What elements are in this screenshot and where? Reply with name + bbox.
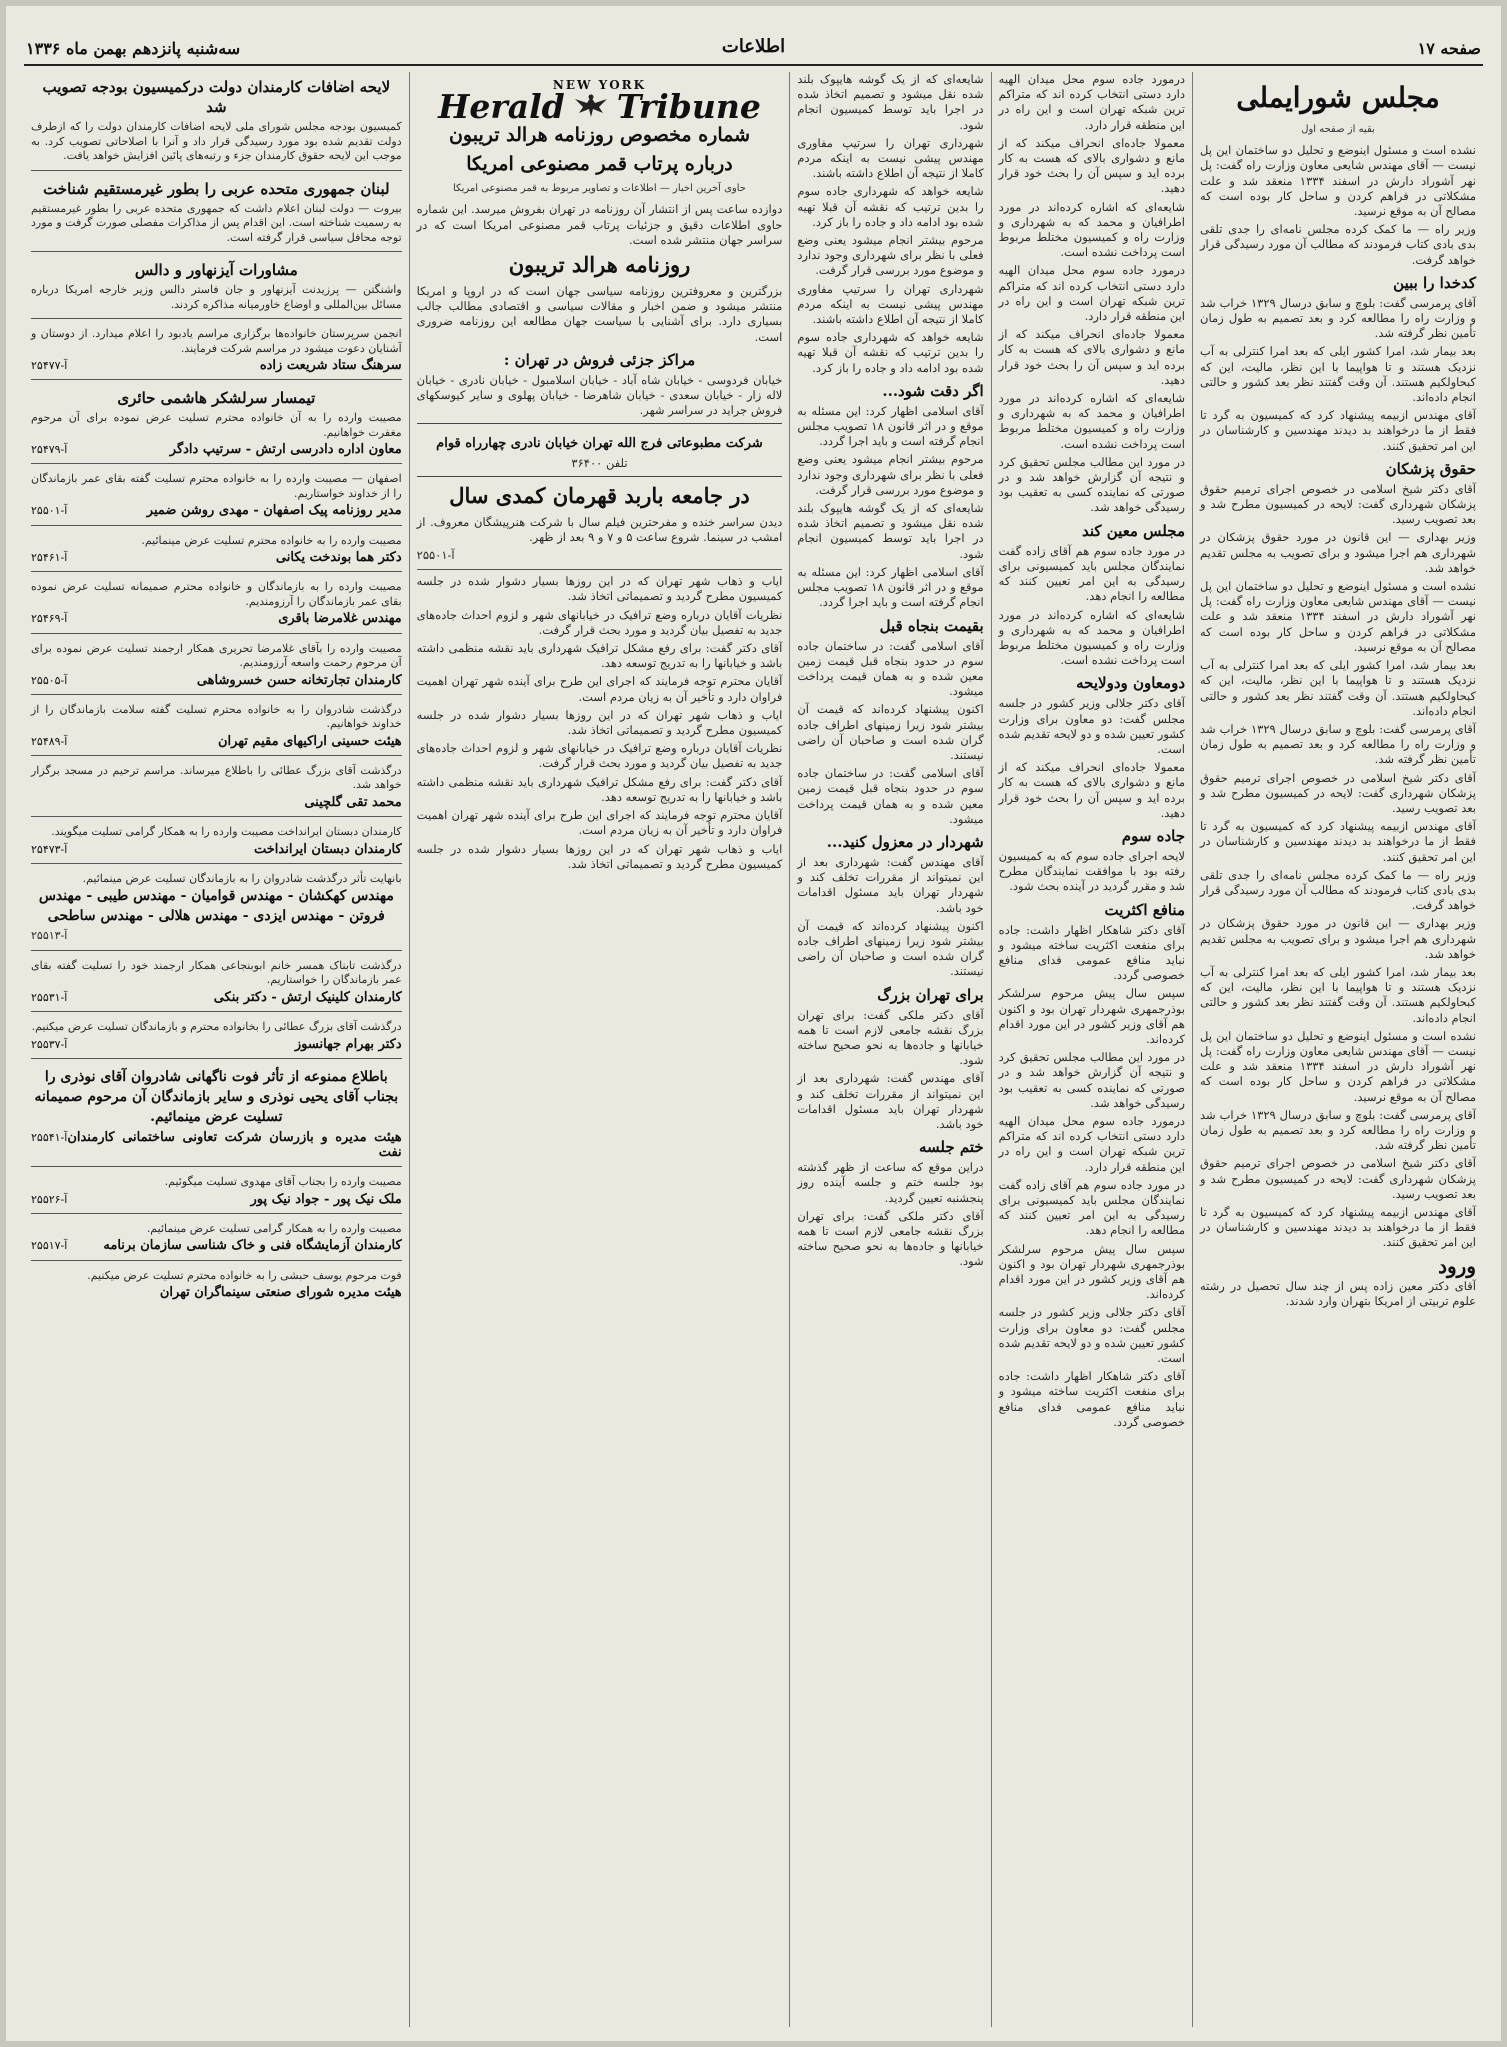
notice-title: تیمسار سرلشکر هاشمی حائری: [117, 389, 316, 408]
notice-title: لبنان جمهوری متحده عربی را بطور غیرمستقیم شناخت: [43, 179, 390, 198]
logo-wordmark: [417, 86, 783, 126]
paragraph: وزیر راه — ما کمک کرده مجلس نامه‌ای را جدی تلقی بدی بادی کتاب فرمودند که مطالب آن مورد رسیدگی قرار خواهد گرفت.: [1200, 867, 1476, 913]
notice-item: [31, 383, 402, 464]
section-heading: جاده سوم: [1121, 826, 1185, 845]
notice-item: [31, 759, 402, 817]
notice-item: [31, 322, 402, 380]
paragraph: آقای دکتر معین زاده پس از چند سال تحصیل در رشته علوم تربیتی از امریکا بتهران وارد شدند.: [1200, 1278, 1476, 1308]
traffic-report: [417, 569, 783, 872]
notice-signature: کارمندان تجارتخانه حسن خسروشاهی: [196, 672, 402, 688]
paragraph: آقای دکتر شیخ اسلامی در خصوص اجرای ترمیم حقوق پزشکان شهرداری گفت: لایحه در کمیسیون مطرح شد و بعد تصویب رسید.: [1200, 1156, 1476, 1201]
logo-tribune: Tribune: [616, 86, 761, 126]
paragraph: آقای اسلامی گفت: در ساختمان جاده سوم در حدود بنجاه قبل قیمت زمین معین شده و به همان قیمت پرداخت میشود.: [797, 638, 984, 699]
section-heading: دومعاون ودولایحه: [1076, 674, 1185, 693]
notice-signature: ملک نیک پور - جواد نیک پور: [250, 1191, 402, 1207]
notice-signature: کارمندان آزمایشگاه فنی و خاک شناسی سازمان برنامه: [103, 1238, 402, 1254]
majlis-title: مجلس شورایملی: [1236, 81, 1440, 114]
publisher-phone: تلفن ۳۶۴۰۰: [571, 456, 628, 471]
notice-code: آ-۲۵۴۶۱: [31, 551, 68, 565]
paragraph: وزیر بهداری — این قانون در مورد حقوق پزشکان در شهرداری هم اجرا میشود و برای تصویب به مجلس تقدیم خواهد شد.: [1200, 530, 1476, 575]
notice-item: [31, 954, 402, 1012]
notice-signature: هیئت مدیره و بازرسان شرکت تعاونی ساختمانی کارمندان نفت: [67, 1129, 402, 1160]
notice-body: مصیبت وارده را به همکار گرامی تسلیت عرض مینمائیم.: [146, 1221, 402, 1235]
section-heading: شهردار در معزول کنید...: [826, 832, 984, 851]
ad-title-herald: روزنامه هرالد تریبون: [508, 252, 691, 278]
paragraph: آقای دکتر شیخ اسلامی در خصوص اجرای ترمیم حقوق پزشکان شهرداری گفت: لایحه در کمیسیون مطرح شد و بعد تصویب رسید.: [1200, 481, 1476, 527]
masthead: [26, 36, 1481, 60]
notice-body: مصیبت وارده را به بازماندگان و خانواده محترم صمیمانه تسلیت عرض نموده بقای عمر بازماندگان را آرزومندیم.: [31, 580, 402, 608]
notice-item: [31, 467, 402, 525]
paragraph: آقای دکتر ملکی گفت: برای تهران بزرگ نقشه جامعی لازم است تا همه خیابانها و جاده‌ها به نحو صحیح ساخته شود.: [797, 1208, 984, 1269]
notice-body: کمیسیون بودجه مجلس شورای ملی لایحه اضافات کارمندان دولت را که ازطرف دولت تقدیم شده بود مورد رسیدگی قرار داد و آنرا با اصلاحاتی تصویب کرد. به موجب این لایحه حقوق کارمندان جزء و رتبه‌های پائین افزایش خواهد یافت.: [31, 120, 402, 162]
logo-new-york: NEW YORK: [552, 78, 647, 92]
notice-signature: محمد تقی گلچینی: [304, 794, 402, 810]
notice-signature: مدیر روزنامه پیک اصفهان - مهدی روشن ضمیر: [146, 503, 402, 519]
paragraph: آقای پرمرسی گفت: بلوچ و سابق درسال ۱۳۲۹ خراب شد و وزارت راه را مطالعه کرد و بعد تصمیم به طول زمان تأمین نظر گرفته شد.: [1200, 721, 1476, 767]
paragraph: شایعه‌ای که اشاره کرده‌اند در مورد اطرافیان و محمد که به شهرداری و وزارت راه و کمیسیون مختلط مربوط است پرداخت نشده است.: [998, 607, 1185, 668]
paragraph: آقای دکتر جلالی وزیر کشور در جلسه مجلس گفت: دو معاون برای وزارت کشور تعیین شده و دو لایحه تقدیم شده است.: [998, 1305, 1185, 1366]
paragraph: در مورد این مطالب مجلس تحقیق کرد و نتیجه آن گزارش خواهد شد و در صورتی که نماینده کسی به تعقیب بود رسیدگی خواهد شد.: [998, 1050, 1185, 1110]
ad-headline-2: درباره پرتاب قمر مصنوعی امریکا: [466, 153, 733, 176]
paragraph: ایاب و ذهاب شهر تهران که در این روزها بسیار دشوار شده در جلسه کمیسیون مطرح گردید و تصمیماتی اتخاذ شد.: [416, 707, 783, 738]
section-heading: اگر دقت شود...: [882, 381, 984, 400]
ad-subline: حاوی آخرین اخبار — اطلاعات و تصاویر مربوط به قمر مصنوعی امریکا: [453, 183, 746, 195]
notice-code: آ-۲۵۵۲۶: [31, 1192, 68, 1206]
notice-item: [31, 1015, 402, 1059]
section-heading: بقیمت بنجاه قبل: [879, 616, 984, 635]
paragraph: نشده است و مسئول اینوضع و تحلیل دو ساختمان این پل نیست — آقای مهندس شایعی معاون وزارت راه گفت: پل نهر آشوراد دارش در اسفند ۱۳۳۴ منعقد شد و علت مشکلاتی در فراهم کردن و ساحل کار بوده است که مصالح آن به موقع نرسید.: [1200, 143, 1476, 219]
paragraph: شایعه خواهد که شهرداری جاده سوم را بدین ترتیب که نقشه آن قبلا تهیه شده بود ادامه داد و جاده را باز کرد.: [797, 330, 984, 375]
notice-title: لایحه اضافات کارمندان دولت درکمیسیون بودجه تصویب شد: [42, 78, 391, 116]
paragraph: معمولا جاده‌ای انحراف میکند که از مانع و دشواری بالای که هست به کار برده اید و سپس آن را بحث خود قرار دهید.: [998, 327, 1185, 387]
paragraph: آقای پرمرسی گفت: بلوچ و سابق درسال ۱۳۲۹ خراب شد و وزارت راه را مطالعه کرد و بعد تصمیم به طول زمان تأمین نظر گرفته شد.: [1200, 295, 1476, 341]
notice-body: واشنگتن — پرزیدنت آیزنهاور و جان فاستر دالس وزیر خارجه امریکا درباره مسائل بین‌المللی و اوضاع خاورمیانه مذاکره کردند.: [31, 283, 402, 311]
notice-body: کارمندان دبستان ایرانداخت مصیبت وارده را به همکار گرامی تسلیت میگویند.: [51, 825, 402, 839]
paragraph: در مورد این مطالب مجلس تحقیق کرد و نتیجه آن گزارش خواهد شد و در صورتی که نماینده کسی به تعقیب بود رسیدگی خواهد شد.: [998, 454, 1185, 515]
paragraph: شایعه‌ای که از یک گوشه هایپوک بلند شده نقل میشود و تصمیم اتخاذ شده در اجرا باید توسط کمیسیون انجام شود.: [797, 501, 984, 561]
paragraph: شایعه‌ای که اشاره کرده‌اند در مورد اطرافیان و محمد که به شهرداری و وزارت راه و کمیسیون مختلط مربوط است پرداخت نشده است.: [998, 391, 1185, 451]
notice-code: آ-۲۵۴۷۳: [31, 842, 68, 856]
paragraph: دراین موقع که ساعت از ظهر گذشته بود جلسه ختم و جلسه آینده روز پنجشنبه تعیین گردید.: [797, 1160, 984, 1205]
notice-signature: هیئت مدیره شورای صنعتی سینماگران تهران: [159, 1285, 402, 1301]
paragraph: آقای دکتر ملکی گفت: برای تهران بزرگ نقشه جامعی لازم است تا همه خیابانها و جاده‌ها به نحو صحیح ساخته شود.: [797, 1007, 984, 1068]
paragraph: بزرگترین و معروفترین روزنامه سیاسی جهان است که در اروپا و امریکا منتشر میشود و ضمن اخبار و مقالات سیاسی و اقتصادی مطالب جالب بسیاری دارد. برای آشنایی با سیاست جهان مطالعه این روزنامه ضروری است.: [416, 284, 783, 344]
notice-code: آ-۲۵۴۸۹: [31, 734, 68, 748]
publisher-name: شرکت مطبوعاتی فرج الله تهران خیابان نادری چهارراه قوام: [436, 436, 763, 452]
notice-signature: سرهنگ ستاد شریعت زاده: [259, 358, 402, 373]
notice-title: مشاورات آیزنهاور و دالس: [134, 261, 298, 279]
paragraph: نظریات آقایان درباره وضع ترافیک در خیابانهای شهر و لزوم احداث جاده‌های جدید به تفصیل بیان گردید و مورد بحث قرار گرفت.: [416, 607, 783, 637]
notice-signature: کارمندان کلینیک ارتش - دکتر بنکی: [213, 989, 402, 1005]
paragraph: آقای دکتر گفت: برای رفع مشکل ترافیک شهرداری باید نقشه منظمی داشته باشد و خیابانها را به تدریج توسعه دهد.: [416, 641, 783, 671]
notice-body: انجمن سرپرستان خانواده‌ها برگزاری مراسم یادبود را اعلام میدارد. از دوستان و آشنایان دعوت میشود در مراسم شرکت فرمایند.: [31, 327, 402, 355]
notice-item: [31, 529, 402, 573]
issue-date: سه‌شنبه پانزدهم بهمن ماه ۱۳۳۶: [26, 38, 241, 58]
paragraph: اکنون پیشنهاد کرده‌اند که قیمت آن بیشتر شود زیرا زمینهای اطراف جاده گران شده است و صاحبان آن راضی نیستند.: [797, 918, 984, 979]
notice-item: [31, 820, 402, 864]
notice-body: درگذشت شادروان را به خانواده محترم تسلیت گفته سلامت بازماندگان را از خداوند خواهانیم.: [31, 702, 402, 731]
paragraph: وزیر راه — ما کمک کرده مجلس نامه‌ای را جدی تلقی بدی بادی کتاب فرمودند که مطالب آن مورد رسیدگی قرار خواهد گرفت.: [1200, 222, 1476, 267]
page-number: صفحه ۱۷: [1417, 38, 1481, 58]
paper-name: اطلاعات: [721, 36, 786, 57]
paragraph: بعد بیمار شد، امرا کشور ایلی که بعد امرا کنترلی به آب نزدیک هستند و تا هواپیما با این نظر، مالیت، این که کبحاولکیم هستند. آن وقت گفتند نظر بعد کشور و حالتی انجام داده‌اند.: [1200, 964, 1476, 1025]
column-report-3: [789, 72, 990, 2027]
notice-signature: دکتر هما بوندخت یکانی: [275, 550, 402, 566]
notice-item: [31, 637, 402, 695]
section-heading: مجلس معین کند: [1081, 521, 1185, 540]
paragraph: آقایان محترم توجه فرمایند که اجرای این طرح برای آینده شهر تهران اهمیت فراوان دارد و تأخیر آن به زیان مردم است.: [416, 674, 783, 704]
majlis-subtitle: بقیه از صفحه اول: [1301, 124, 1375, 135]
paragraph: مرحوم بیشتر انجام میشود یعنی وضع فعلی با نظر برای شهرداری وجود ندارد و موضوع مورد بررسی قرار گرفت.: [797, 452, 984, 497]
paragraph: شهرداری تهران را سرتیپ مفاوری مهندس پیشی نیست به اینکه مردم کاملا از نتیجه آن اطلاع داشته باشند.: [797, 135, 984, 181]
newspaper-page: [6, 6, 1501, 2041]
paragraph: آقای اسلامی اظهار کرد: این مسئله به موقع و در اثر قانون ۱۸ تصویب مجلس انجام گرفته است و باید اجرا گردد.: [797, 564, 984, 610]
paragraph: شایعه خواهد که شهرداری جاده سوم را بدین ترتیب که نقشه آن قبلا تهیه شده بود ادامه داد و جاده را باز کرد.: [797, 184, 984, 229]
paragraph: دوازده ساعت پس از انتشار آن روزنامه در تهران بفروش میرسد. این شماره حاوی اطلاعات دقیق و جزئیات پرتاب قمر مصنوعی امریکا است که در سراسر جهان منتشر شده است.: [416, 202, 783, 247]
notice-signature: کارمندان دبستان ایرانداخت: [254, 841, 402, 857]
notice-signature: هیئت حسینی اراکیهای مقیم تهران: [217, 733, 402, 749]
notice-body: فوت مرحوم یوسف حبشی را به خانواده محترم تسلیت عرض میکنیم.: [87, 1268, 402, 1282]
logo-herald: Herald: [438, 86, 565, 126]
section-heading: ختم جلسه: [919, 1138, 984, 1157]
paragraph: لایحه اجرای جاده سوم که به کمیسیون رفته بود با موافقت نمایندگان مطرح شد و مقرر گردید در آینده بحث شود.: [998, 848, 1185, 894]
ad-headline: شماره مخصوص روزنامه هرالد تریبون: [448, 124, 751, 147]
herald-tribune-logo: [417, 78, 783, 126]
paragraph: آقای دکتر شیخ اسلامی در خصوص اجرای ترمیم حقوق پزشکان شهرداری گفت: لایحه در کمیسیون مطرح شد و بعد تصویب رسید.: [1200, 770, 1476, 815]
notice-code: آ-۲۵۵۳۱: [31, 990, 68, 1004]
paragraph: نشده است و مسئول اینوضع و تحلیل دو ساختمان این پل نیست — آقای مهندس شایعی معاون وزارت راه گفت: پل نهر آشوراد دارش در اسفند ۱۳۳۴ منعقد شد و علت مشکلاتی در فراهم کردن و ساحل کار بوده است که مصالح آن به موقع نرسید.: [1200, 1028, 1476, 1104]
paragraph: آقای دکتر شاهکار اظهار داشت: جاده برای منفعت اکثریت ساخته میشود و نباید منافع عمومی فدای منافع خصوصی گردد.: [998, 922, 1185, 983]
paragraph: نظریات آقایان درباره وضع ترافیک در خیابانهای شهر و لزوم احداث جاده‌های جدید به تفصیل بیان گردید و مورد بحث قرار گرفت.: [416, 741, 783, 771]
paragraph: بعد بیمار شد، امرا کشور ایلی که بعد امرا کنترلی به آب نزدیک هستند و تا هواپیما با این نظر، مالیت، این که کبحاولکیم هستند. آن وقت گفتند نظر بعد کشور و حالتی انجام داده‌اند.: [1200, 658, 1476, 718]
notice-item: [31, 1264, 402, 1307]
notice-item: [31, 72, 402, 171]
notice-code: آ-۲۵۴۷۹: [31, 443, 68, 457]
notice-body: مصیبت وارده را بآقای غلامرضا تحریری همکار ارجمند تسلیت عرض نموده برای آن مرحوم رحمت واسعه آرزومندیم.: [31, 641, 402, 670]
columns: [24, 72, 1483, 2027]
notice-item: [31, 255, 402, 319]
section-heading: ورود: [1438, 1253, 1476, 1278]
column-notices: [24, 72, 409, 2027]
notice-body: مصیبت وارده را به آن خانواده محترم تسلیت عرض نموده برای آن مرحوم مغفرت خواهانیم.: [31, 411, 402, 439]
notice-item: [31, 1217, 402, 1261]
notice-title: باطلاع ممنوعه از تأثر فوت ناگهانی شادروان آقای نوذری را بجناب آقای یحیی نوذری و سایر بازماندگان آن مرحوم صمیمانه تسلیت عرض مینمائیم.: [34, 1068, 399, 1125]
sales-centers-heading: مراکز جزئی فروش در تهران :: [503, 350, 696, 369]
notice-code: آ-۲۵۴۷۷: [31, 359, 68, 372]
notice-signature: دکتر بهرام جهانسوز: [294, 1036, 402, 1052]
section-heading: حقوق پزشکان: [1385, 459, 1476, 478]
masthead-rule: [24, 64, 1483, 66]
paragraph: درمورد جاده سوم محل میدان الهیه دارد دستی انتخاب کرده اند که متراکم ترین شبکه تهران است و این راه در این منطقه قرار دارد.: [998, 72, 1185, 132]
paragraph: آقای اسلامی گفت: در ساختمان جاده سوم در حدود بنجاه قبل قیمت زمین معین شده و به همان قیمت پرداخت میشود.: [797, 766, 984, 826]
eagle-icon: [571, 93, 611, 119]
paragraph: در مورد جاده سوم هم آقای زاده گفت نمایندگان مجلس باید کمیسیونی برای رسیدگی به این امر تعیین کنند که مطالعه را انجام دهد.: [998, 1177, 1185, 1238]
paragraph: آقای دکتر جلالی وزیر کشور در جلسه مجلس گفت: دو معاون برای وزارت کشور تعیین شده و دو لایحه تقدیم شده است.: [998, 696, 1185, 756]
notice-item: [31, 698, 402, 756]
notice-code: آ-۲۵۵۴۱: [31, 1130, 68, 1144]
film-ad-title: در جامعه باربد قهرمان کمدی سال: [449, 482, 750, 508]
notice-item: [31, 174, 402, 253]
paragraph: وزیر بهداری — این قانون در مورد حقوق پزشکان در شهرداری هم اجرا میشود و برای تصویب به مجلس تقدیم خواهد شد.: [1200, 916, 1476, 961]
notice-body: درگذشت تابناک همسر خانم ابوبنجاعی همکار ارجمند خود را تسلیت گفته بقای عمر بازماندگان را خواستاریم.: [31, 958, 402, 987]
notice-body: مصیبت وارده را به خانواده محترم تسلیت عرض مینمائیم.: [141, 533, 402, 547]
column-herald-tribune: [409, 72, 790, 2027]
paragraph: آقای مهندس گفت: شهرداری بعد از این نمیتواند از مقررات تخلف کند و شهردار تهران باید مسئول اقدامات خود باشد.: [797, 854, 984, 915]
paragraph: نشده است و مسئول اینوضع و تحلیل دو ساختمان این پل نیست — آقای مهندس شایعی معاون وزارت راه گفت: پل نهر آشوراد دارش در اسفند ۱۳۳۴ منعقد شد و علت مشکلاتی در فراهم کردن و ساحل کار بوده است که مصالح آن به موقع نرسید.: [1200, 579, 1476, 654]
paragraph: معمولا جاده‌ای انحراف میکند که از مانع و دشواری بالای که هست به کار برده اید و سپس آن را بحث خود قرار دهید.: [998, 135, 1185, 196]
notice-code: آ-۲۵۵۳۷: [31, 1037, 68, 1051]
paragraph: آقای پرمرسی گفت: بلوچ و سابق درسال ۱۳۲۹ خراب شد و وزارت راه را مطالعه کرد و بعد تصمیم به طول زمان تأمین نظر گرفته شد.: [1200, 1107, 1476, 1153]
paragraph: آقای مهندس گفت: شهرداری بعد از این نمیتواند از مقررات تخلف کند و شهردار تهران باید مسئول اقدامات خود باشد.: [797, 1071, 984, 1131]
column-report-2: [991, 72, 1192, 2027]
paragraph: آقای دکتر گفت: برای رفع مشکل ترافیک شهرداری باید نقشه منظمی داشته باشد و خیابانها را به تدریج توسعه دهد.: [416, 774, 783, 804]
paragraph: سپس سال پیش مرحوم سرلشکر بوذرجمهری شهردار تهران بود و اکنون هم آقای وزیر کشور در این مورد اقدام کرده‌اند.: [998, 986, 1185, 1046]
notice-item: [31, 1170, 402, 1214]
ad-code: آ-۲۵۵۰۱: [416, 548, 455, 563]
paragraph: معمولا جاده‌ای انحراف میکند که از مانع و دشواری بالای که هست به کار برده اید و سپس آن را بحث خود قرار دهید.: [998, 760, 1185, 820]
paragraph: شهرداری تهران را سرتیپ مفاوری مهندس پیشی نیست به اینکه مردم کاملا از نتیجه آن اطلاع داشته باشند.: [797, 281, 984, 327]
paragraph: شایعه‌ای که اشاره کرده‌اند در مورد اطرافیان و محمد که به شهرداری و وزارت راه و کمیسیون مختلط مربوط است پرداخت نشده است.: [998, 199, 1185, 260]
paragraph: درمورد جاده سوم محل میدان الهیه دارد دستی انتخاب کرده اند که متراکم ترین شبکه تهران است و این راه در این منطقه قرار دارد.: [998, 263, 1185, 324]
notice-signature: مهندس کهکشان - مهندس قوامیان - مهندس طیبی - مهندس فروتن - مهندس ایزدی - مهندس هلالی - مهندس ساطحی: [38, 888, 394, 925]
paragraph: آقای دکتر شاهکار اظهار داشت: جاده برای منفعت اکثریت ساخته میشود و نباید منافع عمومی فدای منافع خصوصی گردد.: [998, 1369, 1185, 1429]
notice-signature: مهندس غلامرضا باقری: [278, 611, 402, 627]
paragraph: آقای مهندس ازبیمه پیشنهاد کرد که کمیسیون به گرد تا فقط از ما درخواهند بد دیدند مهندسین و کارشناسان در این امر تحقیق کنند.: [1200, 408, 1476, 453]
notice-signature: معاون اداره دادرسی ارتش - سرتیپ دادگر: [169, 442, 402, 458]
paragraph: شایعه‌ای که از یک گوشه هایپوک بلند شده نقل میشود و تصمیم اتخاذ شده در اجرا باید توسط کمیسیون انجام شود.: [797, 72, 984, 132]
notice-body: بیروت — دولت لبنان اعلام داشت که جمهوری متحده عربی را بطور غیرمستقیم به رسمیت شناخته است. این اقدام پس از مذاکرات مفصلی صورت گرفت و مورد توجه محافل سیاسی قرار گرفته است.: [31, 201, 402, 244]
publisher-box: [417, 423, 783, 476]
notice-body: مصیبت وارده را بجناب آقای مهدوی تسلیت میگوئیم.: [164, 1175, 402, 1189]
paragraph: اکنون پیشنهاد کرده‌اند که قیمت آن بیشتر شود زیرا زمینهای اطراف جاده گران شده است و صاحبان آن راضی نیستند.: [797, 702, 984, 762]
paragraph: درمورد جاده سوم محل میدان الهیه دارد دستی انتخاب کرده اند که متراکم ترین شبکه تهران است و این راه در این منطقه قرار دارد.: [998, 1113, 1185, 1174]
paragraph: ایاب و ذهاب شهر تهران که در این روزها بسیار دشوار شده در جلسه کمیسیون مطرح گردید و تصمیماتی اتخاذ شد.: [416, 574, 783, 604]
notice-body: اصفهان — مصیبت وارده را به خانواده محترم تسلیت گفته بقای عمر بازماندگان را از خداوند خواستاریم.: [31, 472, 402, 500]
paragraph: مرحوم بیشتر انجام میشود یعنی وضع فعلی با نظر برای شهرداری وجود ندارد و موضوع مورد بررسی قرار گرفت.: [797, 233, 984, 278]
notice-body: درگذشت آقای بزرگ عطائی را بخانواده محترم و بازماندگان تسلیت عرض میکنیم.: [31, 1020, 402, 1034]
section-heading: منافع اکثریت: [1104, 900, 1185, 919]
paragraph: آقای مهندس ازبیمه پیشنهاد کرد که کمیسیون به گرد تا فقط از ما درخواهند بد دیدند مهندسین و کارشناسان در این امر تحقیق کنند.: [1200, 819, 1476, 864]
paragraph: در مورد جاده سوم هم آقای زاده گفت نمایندگان مجلس باید کمیسیونی برای رسیدگی به این امر تعیین کنند که مطالعه را انجام دهد.: [998, 543, 1185, 604]
paragraph: آقایان محترم توجه فرمایند که اجرای این طرح برای آینده شهر تهران اهمیت فراوان دارد و تأخیر آن به زیان مردم است.: [416, 808, 783, 838]
paragraph: دیدن سراسر خنده و مفرحترین فیلم سال با شرکت هنرپیشگان معروف. از امشب در سینما. شروع ساعت ۵ و ۷ و ۹ بعد از ظهر.: [416, 514, 783, 544]
notice-item: [31, 867, 402, 951]
notice-body: بانهایت تأثر درگذشت شادروان را به بازماندگان تسلیت عرض مینمائیم.: [82, 871, 402, 885]
notice-body: درگذشت آقای بزرگ عطائی را باطلاع میرساند. مراسم ترحیم در مسجد برگزار خواهد شد.: [31, 763, 402, 792]
paragraph: آقای اسلامی اظهار کرد: این مسئله به موقع و در اثر قانون ۱۸ تصویب مجلس انجام گرفته است و باید اجرا گردد.: [797, 403, 984, 449]
paragraph: آقای مهندس ازبیمه پیشنهاد کرد که کمیسیون به گرد تا فقط از ما درخواهند بد دیدند مهندسین و کارشناسان در این امر تحقیق کنند.: [1200, 1205, 1476, 1250]
section-heading: کدخدا را ببین: [1393, 273, 1476, 292]
paragraph: ایاب و ذهاب شهر تهران که در این روزها بسیار دشوار شده در جلسه کمیسیون مطرح گردید و تصمیماتی اتخاذ شد.: [416, 841, 783, 871]
notice-code: آ-۲۵۵۰۱: [31, 504, 68, 518]
column-majlis: [1192, 72, 1483, 2027]
paragraph: سپس سال پیش مرحوم سرلشکر بوذرجمهری شهردار تهران بود و اکنون هم آقای وزیر کشور در این مورد اقدام کرده‌اند.: [998, 1241, 1185, 1302]
paragraph: خیابان فردوسی - خیابان شاه آباد - خیابان اسلامبول - خیابان نادری - خیابان لاله زار - خیابان سعدی - خیابان شاهرضا - خیابان پهلوی و سایر کیوسکهای فروش جراید در سراسر شهر.: [416, 372, 783, 418]
notice-code: آ-۲۵۵۱۷: [31, 1239, 68, 1253]
notice-code: آ-۲۵۴۶۹: [31, 612, 68, 626]
notice-code: آ-۲۵۵۰۵: [31, 673, 68, 687]
section-heading: برای تهران بزرگ: [877, 985, 984, 1004]
notice-item: [31, 1062, 402, 1167]
notice-code: آ-۲۵۵۱۳: [31, 929, 68, 943]
notice-item: [31, 575, 402, 633]
paragraph: بعد بیمار شد، امرا کشور ایلی که بعد امرا کنترلی به آب نزدیک هستند و تا هواپیما با این نظر، مالیت، این که کبحاولکیم هستند. آن وقت گفتند نظر بعد کشور و حالتی انجام داده‌اند.: [1200, 344, 1476, 405]
